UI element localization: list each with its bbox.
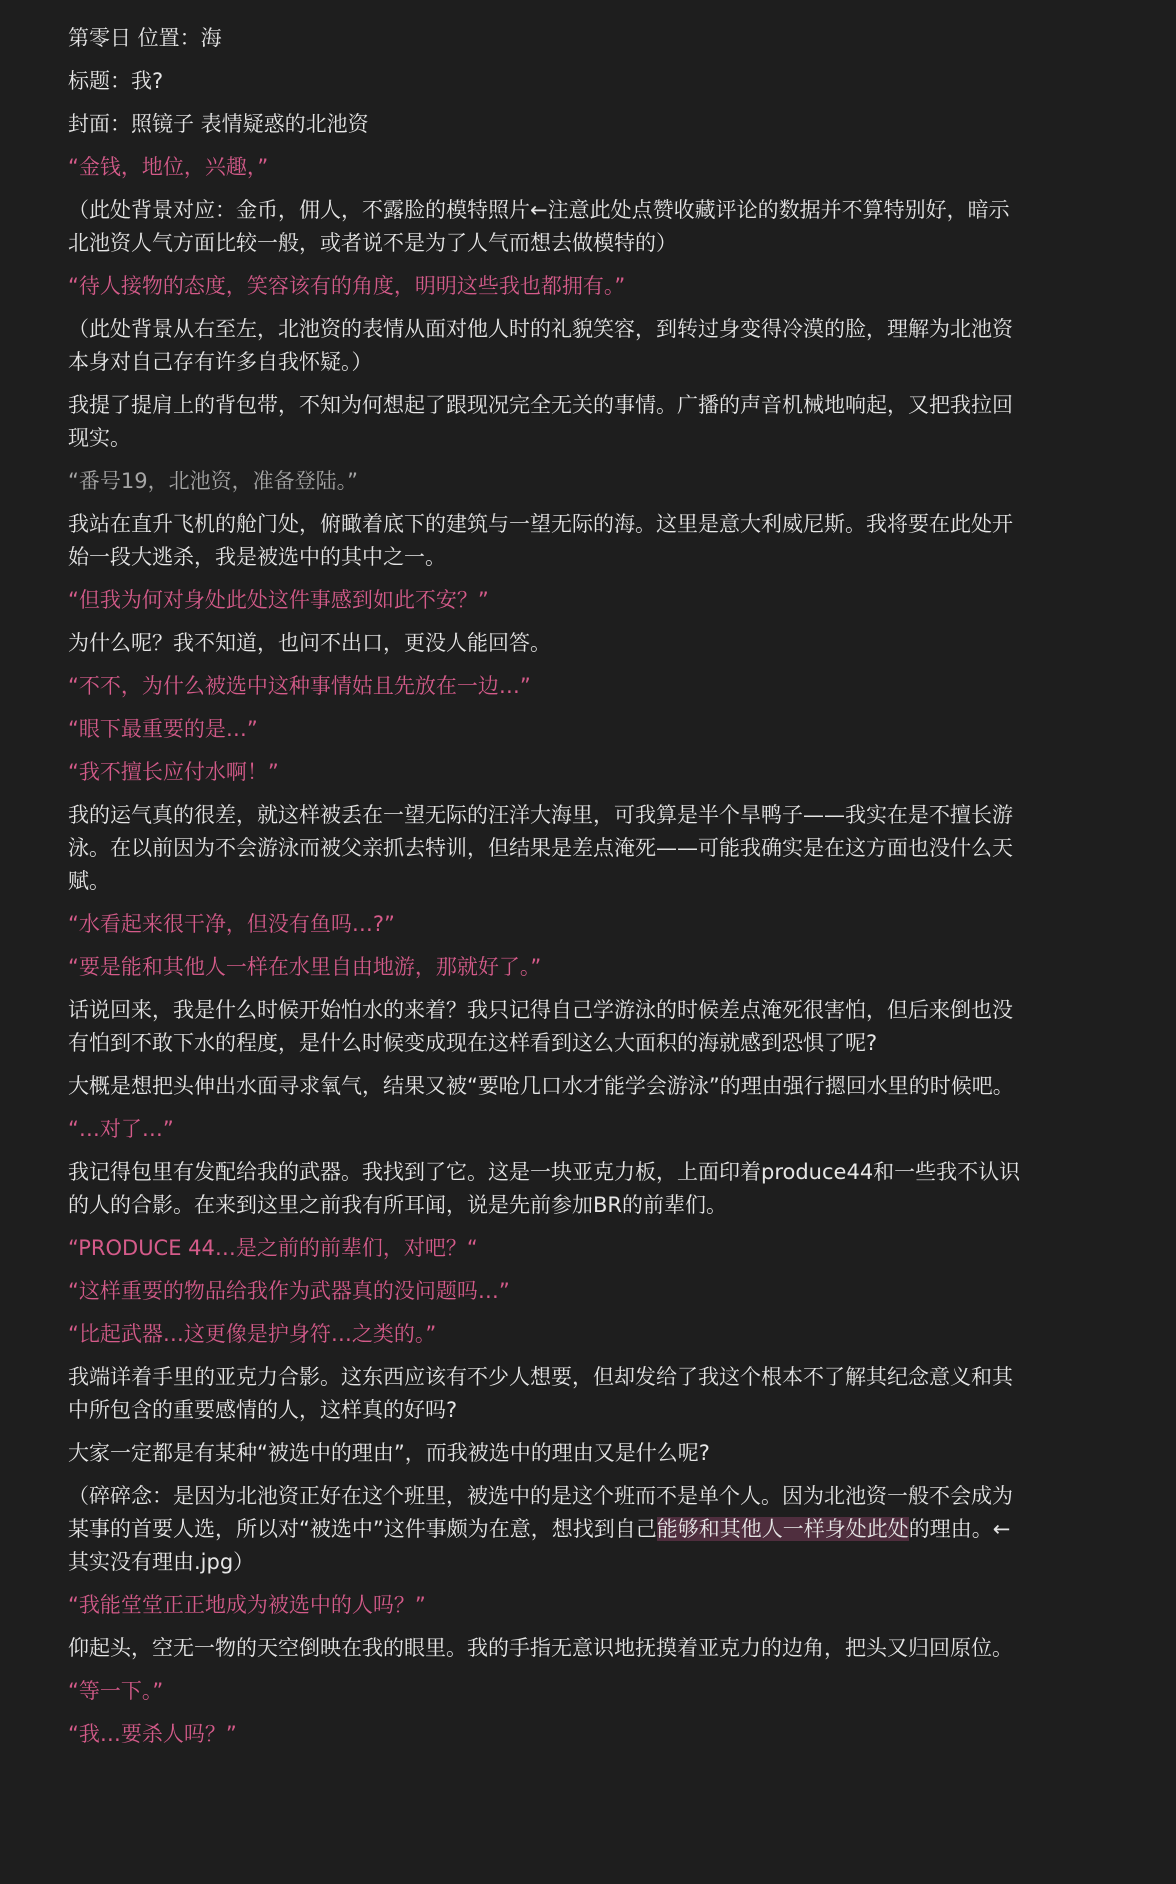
highlighted-text[interactable]: 能够和其他人一样身处此处	[656, 1517, 909, 1541]
dialogue-line: “我能堂堂正正地成为被选中的人吗？”	[68, 1593, 426, 1617]
dialogue-line: “我不擅长应付水啊！”	[68, 760, 279, 784]
paragraph: 我站在直升飞机的舱门处，俯瞰着底下的建筑与一望无际的海。这里是意大利威尼斯。我将要在此处开始一段大逃杀，我是被选中的其中之一。	[68, 512, 1013, 569]
paragraph: 话说回来，我是什么时候开始怕水的来着？我只记得自己学游泳的时候差点淹死很害怕，但后来倒也没有怕到不敢下水的程度，是什么时候变成现在这样看到这么大面积的海就感到恐惧了呢?	[68, 998, 1013, 1055]
announcement-line: “番号19，北池资，准备登陆。”	[68, 469, 358, 493]
dialogue-line: “…对了…”	[68, 1117, 174, 1141]
paragraph: （此处背景对应：金币，佣人，不露脸的模特照片←注意此处点赞收藏评论的数据并不算特别好，暗示北池资人气方面比较一般，或者说不是为了人气而想去做模特的）	[68, 198, 1010, 255]
paragraph: 大概是想把头伸出水面寻求氧气，结果又被“要呛几口水才能学会游泳”的理由强行摁回水里的时候吧。	[68, 1074, 1014, 1098]
paragraph-text: （碎碎念：是因为北池资正好在这个班里，被选中的是这个班而不是单个人。因为北池资一般不会成为某事的首要人选，所以对“被选中”这件事颇为在意，想找到自己	[68, 1484, 1013, 1541]
paragraph: 我记得包里有发配给我的武器。我找到了它。这是一块亚克力板，上面印着produce44和一些我不认识的人的合影。在来到这里之前我有所耳闻，说是先前参加BR的前辈们。	[68, 1160, 1021, 1217]
paragraph: （此处背景从右至左，北池资的表情从面对他人时的礼貌笑容，到转过身变得冷漠的脸，理解为北池资本身对自己存有许多自我怀疑。）	[68, 317, 1013, 374]
dialogue-line: “待人接物的态度，笑容该有的角度，明明这些我也都拥有。”	[68, 274, 626, 298]
dialogue-line: “我…要杀人吗？”	[68, 1722, 237, 1746]
paragraph-text: 的理由。←其实没有理由.jpg）	[68, 1517, 1011, 1574]
paragraph: 封面：照镜子 表情疑惑的北池资	[68, 112, 369, 136]
paragraph: 仰起头，空无一物的天空倒映在我的眼里。我的手指无意识地抚摸着亚克力的边角，把头又归回原位。	[68, 1636, 1013, 1660]
paragraph: 第零日 位置：海	[68, 26, 222, 50]
dialogue-line: “水看起来很干净，但没有鱼吗…?”	[68, 912, 395, 936]
paragraph: 为什么呢？我不知道，也问不出口，更没人能回答。	[68, 631, 551, 655]
paragraph: 我的运气真的很差，就这样被丢在一望无际的汪洋大海里，可我算是半个旱鸭子——我实在是不擅长游泳。在以前因为不会游泳而被父亲抓去特训，但结果是差点淹死——可能我确实是在这方面也没什么天赋。	[68, 803, 1013, 893]
paragraph: 大家一定都是有某种“被选中的理由”，而我被选中的理由又是什么呢?	[68, 1441, 710, 1465]
dialogue-line: “PRODUCE 44…是之前的前辈们，对吧？“	[68, 1236, 478, 1260]
dialogue-line: “眼下最重要的是…”	[68, 717, 258, 741]
dialogue-line: “不不，为什么被选中这种事情姑且先放在一边…”	[68, 674, 531, 698]
dialogue-line: “这样重要的物品给我作为武器真的没问题吗…”	[68, 1279, 510, 1303]
paragraph: 我端详着手里的亚克力合影。这东西应该有不少人想要，但却发给了我这个根本不了解其纪念意义和其中所包含的重要感情的人，这样真的好吗?	[68, 1365, 1013, 1422]
dialogue-line: “比起武器…这更像是护身符…之类的。”	[68, 1322, 437, 1346]
paragraph: 标题：我?	[68, 69, 164, 93]
paragraph: 我提了提肩上的背包带，不知为何想起了跟现况完全无关的事情。广播的声音机械地响起，又把我拉回现实。	[68, 393, 1013, 450]
dialogue-line: “金钱，地位，兴趣，”	[68, 155, 269, 179]
paragraph-with-highlight	[68, 1480, 1022, 1579]
dialogue-line: “但我为何对身处此处这件事感到如此不安？”	[68, 588, 489, 612]
dialogue-line: “等一下。”	[68, 1679, 164, 1703]
document-body	[68, 22, 1022, 1761]
dialogue-line: “要是能和其他人一样在水里自由地游，那就好了。”	[68, 955, 542, 979]
